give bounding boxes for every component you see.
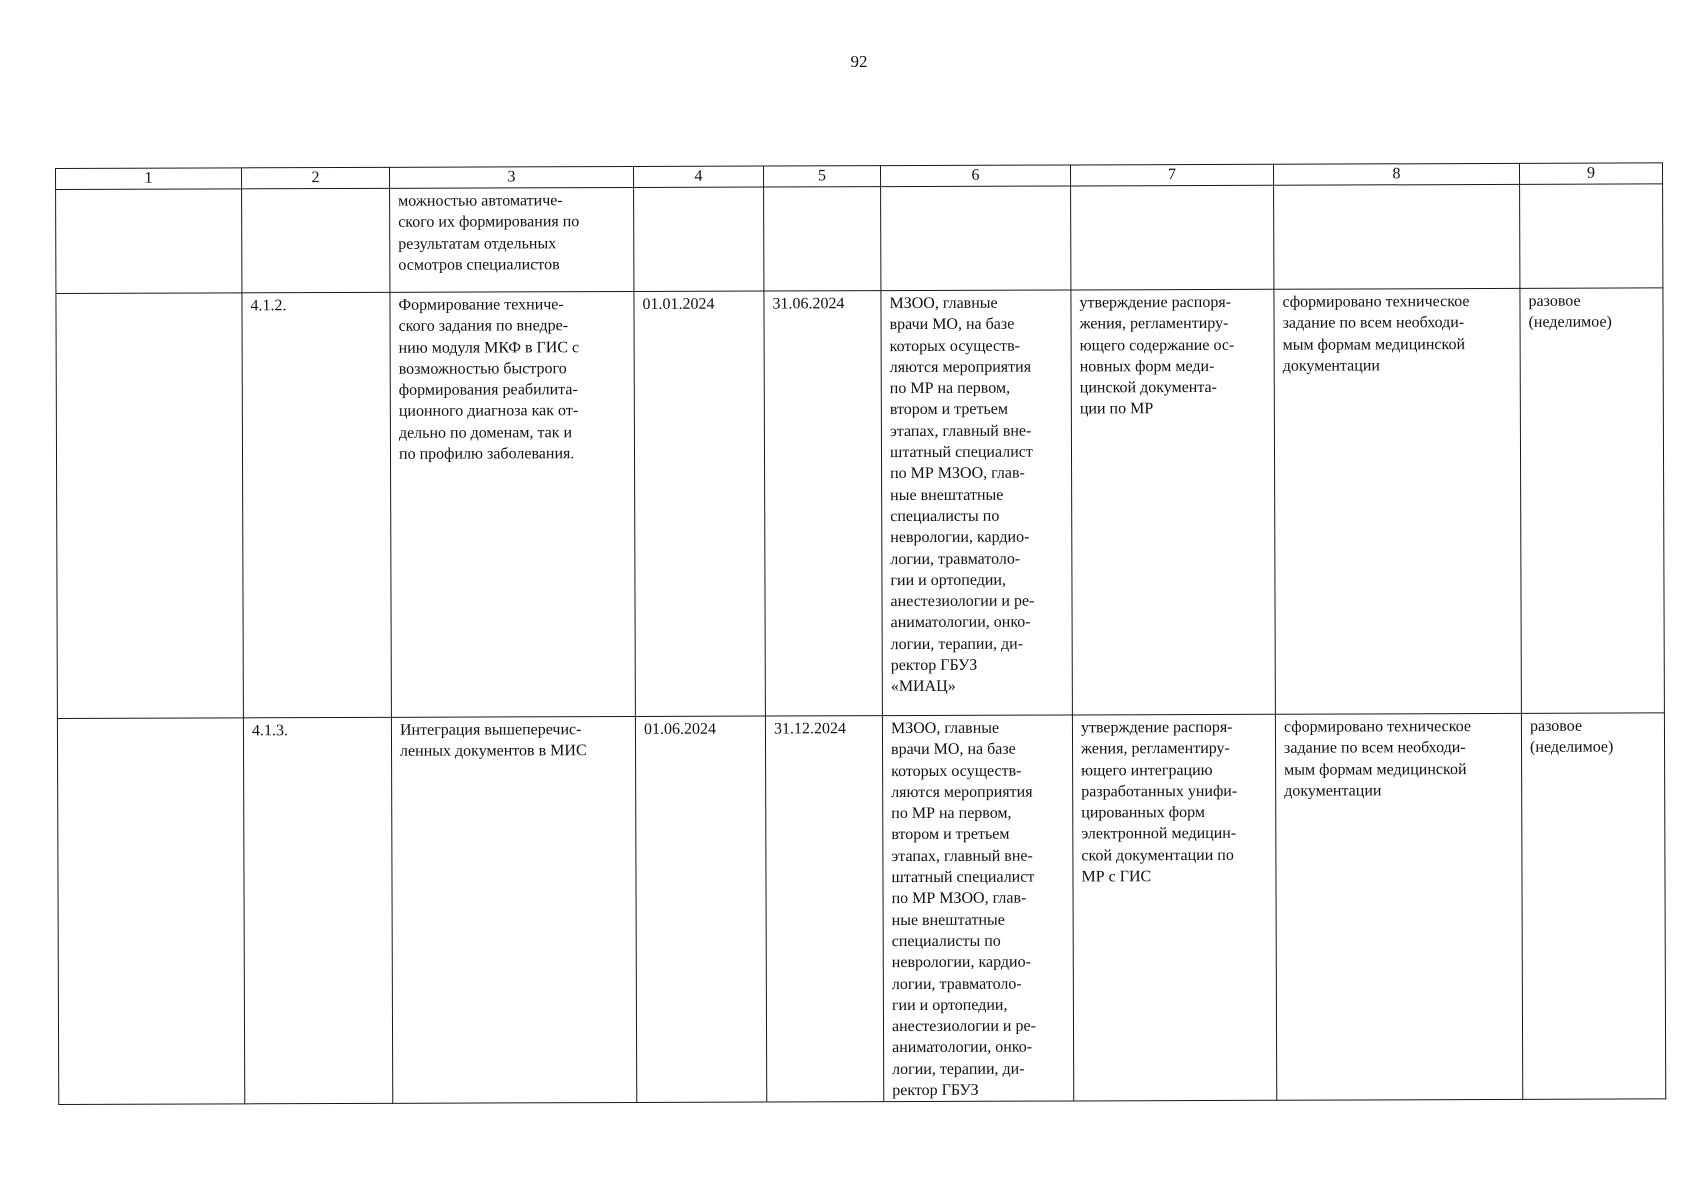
cell-description (390, 291, 635, 717)
item-number: 4.1.2. (250, 297, 287, 315)
cell-document (1072, 714, 1276, 1101)
cell-empty (764, 187, 881, 291)
result-text: сформировано техническое задание по всем необходи- мым формам медицинской документации (1283, 718, 1472, 800)
cell-empty (1071, 185, 1274, 290)
result-text: сформировано техническое задание по всем необходи- мым формам медицинской документации (1282, 293, 1470, 375)
start-date: 01.06.2024 (643, 720, 716, 738)
header-col-5: 5 (763, 166, 880, 187)
header-col-8: 8 (1273, 163, 1519, 185)
cell-result (1274, 288, 1521, 714)
responsible-text: МЗОО, главные врачи МО, на базе которых осуществ- ляются мероприятия по МР на первом, втором и третьем этапах, главный вне- штатный специалист по МР МЗОО, глав- ные внештатные специалисты по неврологии, кардио- логии, травматоло- гии и ортопедии, анестезиологии и ре- аниматологии, онко- логии, терапии, ди- ректор ГБУЗ «МИАЦ» (889, 294, 1035, 696)
responsible-text: МЗОО, главные врачи МО, на базе которых осуществ- ляются мероприятия по МР на первом, втором и третьем этапах, главный вне- штатный специалист по МР МЗОО, глав- ные внештатные специалисты по неврологии, кардио- логии, травматоло- гии и ортопедии, анестезиологии и ре- аниматологии, онко- логии, терапии, ди- ректор ГБУЗ (890, 719, 1036, 1100)
plan-table (55, 162, 1666, 1105)
continued-text: можностью автоматиче- ского их формирования по результатам отдельных осмотров специалистов (398, 192, 580, 274)
header-col-2: 2 (242, 167, 390, 189)
table-row (57, 713, 1665, 1105)
start-date: 01.01.2024 (642, 295, 715, 313)
cell-number (243, 717, 392, 1104)
item-description: Интеграция вышеперечис- ленных документов в МИС (399, 721, 587, 761)
cell-empty (1274, 184, 1520, 289)
cell-description (391, 716, 636, 1103)
cell-document (1071, 289, 1275, 715)
cell-number (242, 292, 391, 718)
cell-start-date (634, 291, 765, 716)
cell-col1 (56, 293, 243, 719)
cell-empty (1520, 184, 1663, 288)
table-row (56, 288, 1664, 719)
header-col-4: 4 (633, 166, 763, 187)
cell-empty (242, 188, 390, 293)
cell-type (1521, 713, 1665, 1100)
document-text: утверждение распоря- жения, регламентиру- ющего интеграцию разработанных унифи- цированных форм электронной медицин- ской документации по МР с ГИС (1080, 718, 1238, 886)
cell-result (1275, 713, 1522, 1100)
document-text: утверждение распоря- жения, регламентиру- ющего содержание ос- новных форм меди- цинской документа- ции по МР (1079, 293, 1235, 418)
table-row-continuation (56, 184, 1663, 294)
end-date: 31.06.2024 (772, 295, 845, 313)
cell-empty (634, 187, 764, 291)
type-text: разовое (неделимое) (1528, 292, 1612, 332)
cell-col1 (57, 718, 244, 1105)
cell-empty (56, 189, 242, 294)
end-date: 31.12.2024 (773, 720, 846, 738)
cell-end-date (764, 291, 882, 716)
cell-responsible (881, 290, 1072, 716)
cell-description-continued (390, 187, 634, 292)
type-text: разовое (неделимое) (1529, 717, 1614, 757)
header-col-6: 6 (880, 165, 1070, 187)
cell-end-date (765, 716, 883, 1103)
item-description: Формирование техниче- ского задания по внедре- нию модуля МКФ в ГИС с возможностью быстрого формирования реабилита- ционного диагноза как от- дельно по доменам, так и по профилю заболевания. (398, 296, 580, 463)
header-col-9: 9 (1519, 163, 1662, 184)
header-col-7: 7 (1070, 164, 1273, 186)
cell-start-date (635, 716, 766, 1103)
cell-empty (881, 186, 1071, 291)
page-number: 92 (850, 52, 868, 71)
header-col-1: 1 (56, 168, 242, 190)
cell-type (1520, 288, 1664, 713)
cell-responsible (882, 715, 1073, 1102)
table-container (55, 162, 1665, 1105)
item-number: 4.1.3. (251, 722, 288, 740)
header-col-3: 3 (389, 166, 633, 188)
